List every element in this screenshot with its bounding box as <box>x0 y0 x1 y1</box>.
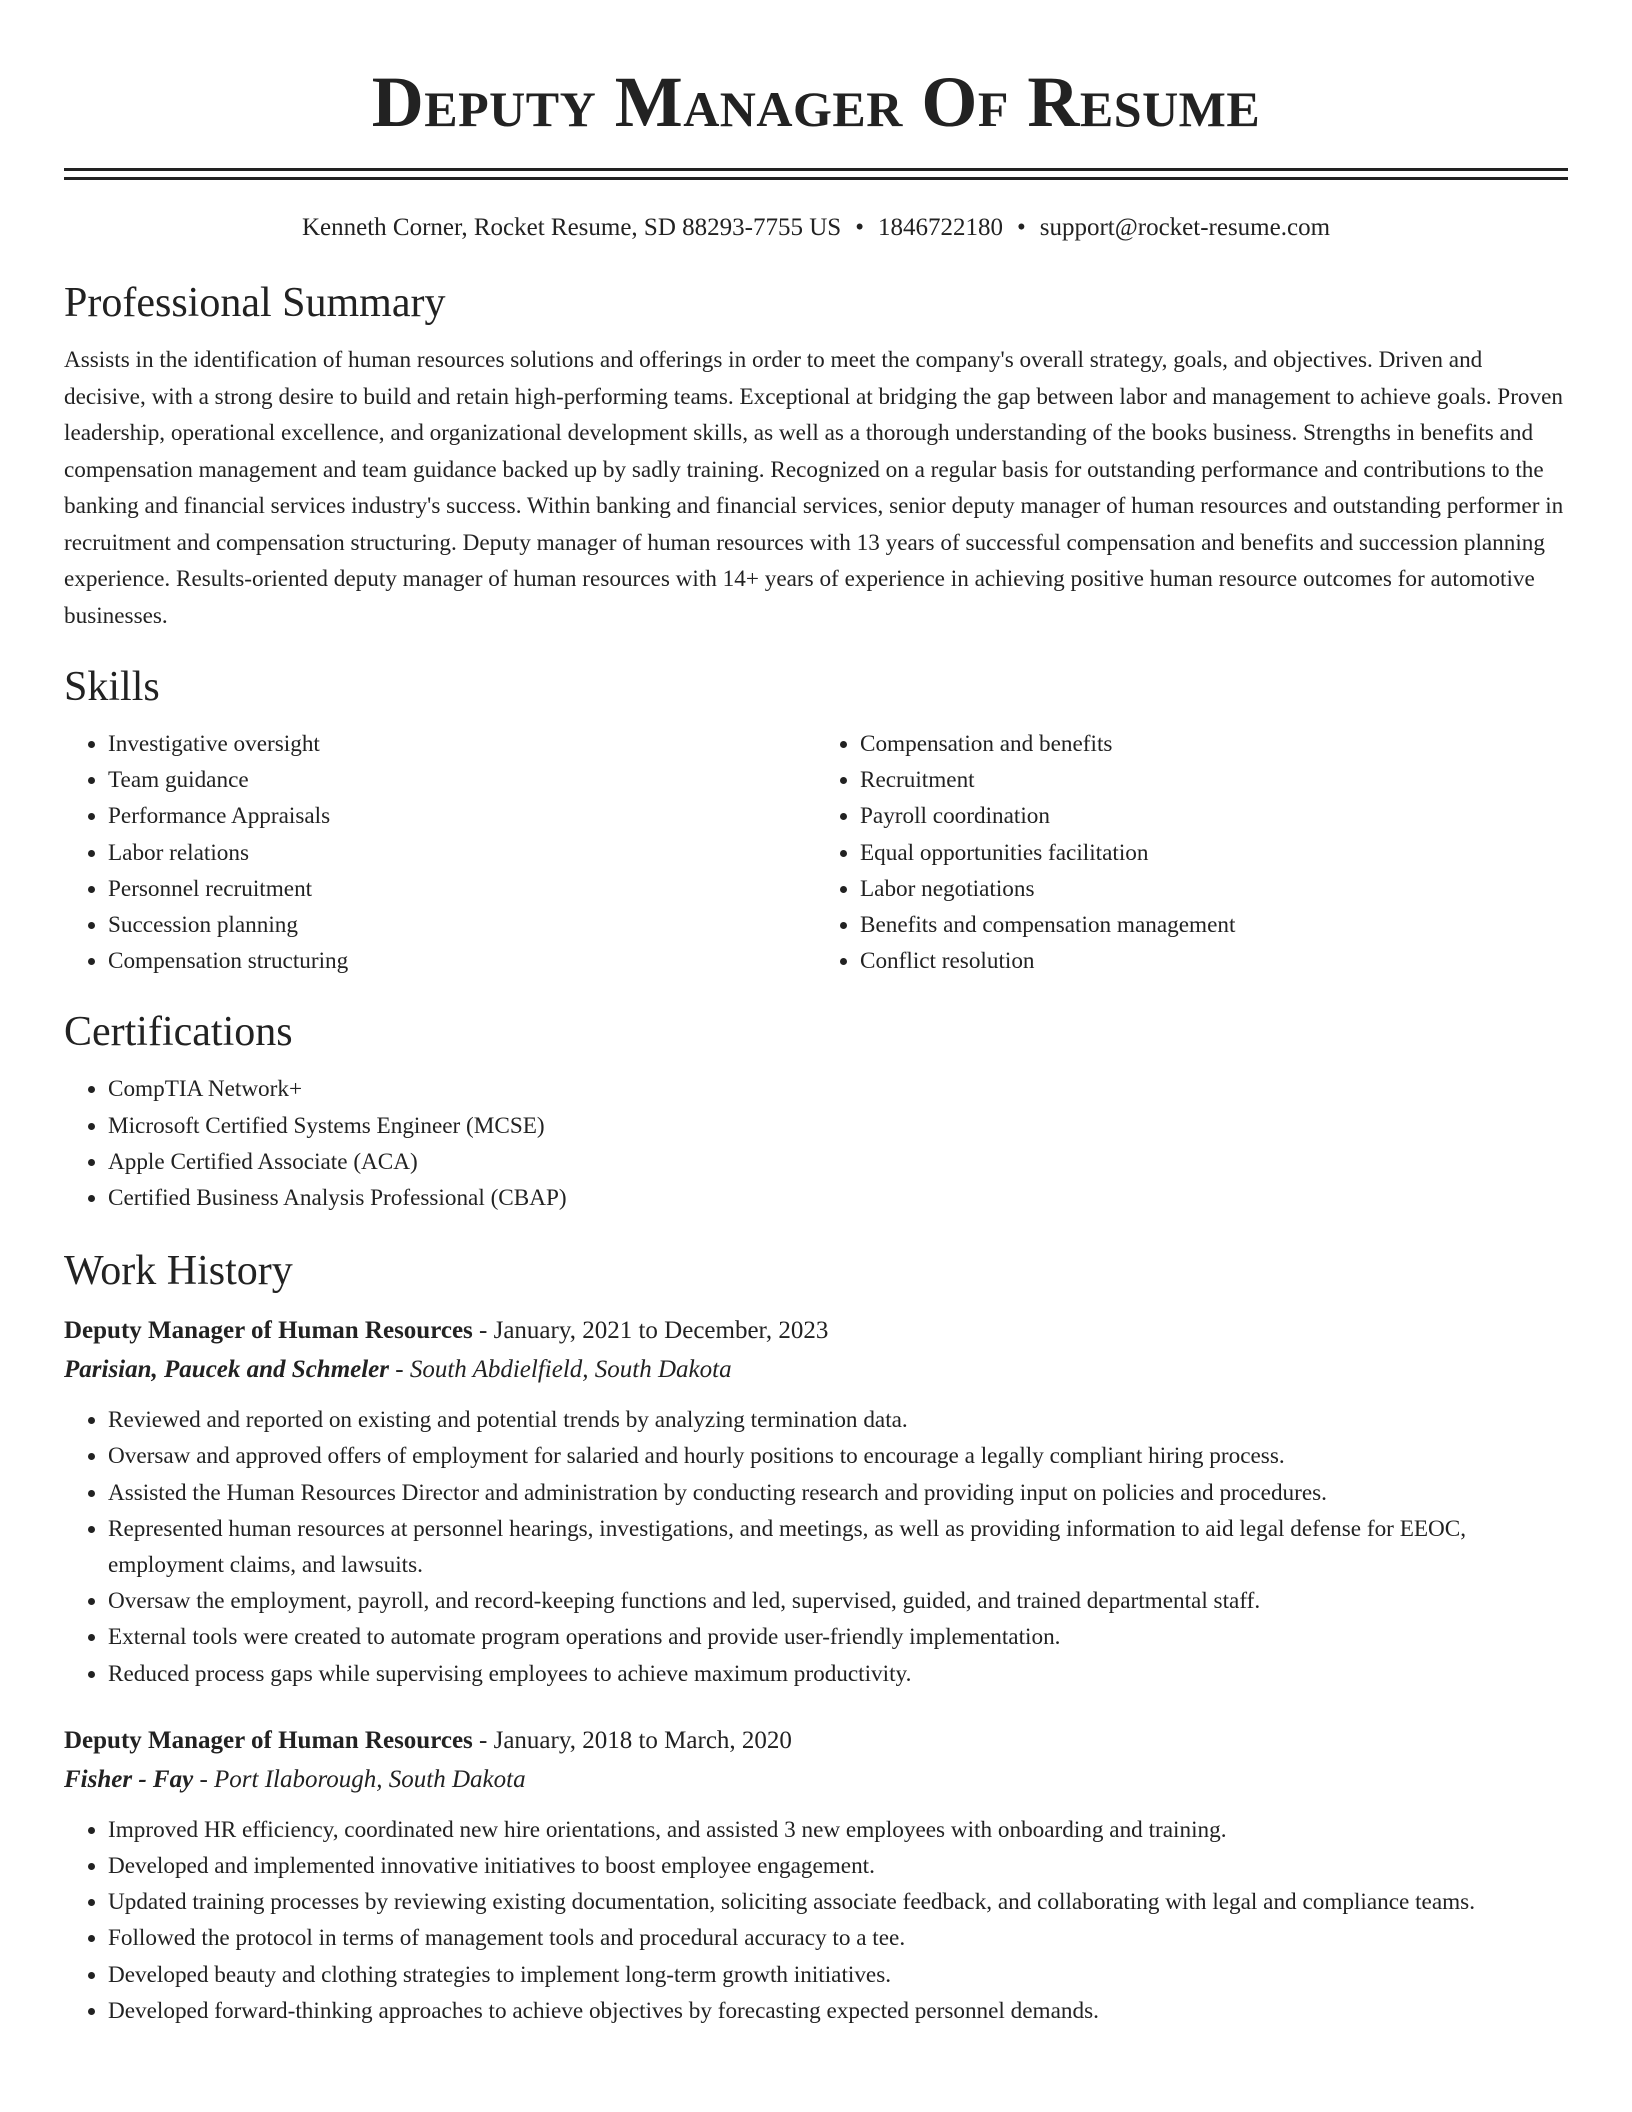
skill-item: • Compensation structuring <box>108 943 816 979</box>
job-location: - Port Ilaborough, South Dakota <box>193 1765 526 1793</box>
job-bullet: • Represented human resources at personnel hearings, investigations, and meetings, as well as providing information to aid legal defense for EEOC, employment claims, and lawsuits. <box>108 1511 1568 1583</box>
skill-item: • Labor relations <box>108 835 816 871</box>
job-bullet: • Oversaw the employment, payroll, and record-keeping functions and led, supervised, guided, and trained departmental staff. <box>108 1583 1568 1619</box>
certification-item: • CompTIA Network+ <box>108 1071 1568 1107</box>
job-bullet: • Developed beauty and clothing strategies to implement long-term growth initiatives. <box>108 1957 1568 1993</box>
certifications-list <box>64 1071 1568 1216</box>
job-bullet: • Reviewed and reported on existing and potential trends by analyzing termination data. <box>108 1402 1568 1438</box>
skill-item: • Succession planning <box>108 907 816 943</box>
skill-item: • Team guidance <box>108 762 816 798</box>
contact-separator: • <box>1016 214 1026 241</box>
skill-item: • Equal opportunities facilitation <box>860 835 1568 871</box>
certifications-heading: Certifications <box>64 1009 293 1056</box>
contact-address: Kenneth Corner, Rocket Resume, SD 88293-7755 US <box>301 214 842 241</box>
job-bullet: • Developed forward-thinking approaches to achieve objectives by forecasting expected personnel demands. <box>108 1993 1568 2029</box>
skill-item: • Benefits and compensation management <box>860 907 1568 943</box>
job-bullets <box>64 1812 1568 2029</box>
certification-item: • Apple Certified Associate (ACA) <box>108 1144 1568 1180</box>
job-dates: - January, 2018 to March, 2020 <box>472 1726 792 1754</box>
job-dates: - January, 2021 to December, 2023 <box>472 1317 829 1345</box>
job-entry <box>64 1312 1568 1692</box>
skill-item: • Compensation and benefits <box>860 726 1568 762</box>
job-bullet: • External tools were created to automate program operations and provide user-friendly implementation. <box>108 1619 1568 1655</box>
resume-title: Deputy Manager Of Resume <box>371 62 1261 142</box>
skills-heading: Skills <box>64 664 160 710</box>
job-company: Fisher - Fay <box>64 1765 194 1793</box>
contact-line <box>64 212 1568 244</box>
job-bullet: • Assisted the Human Resources Director and administration by conducting research and providing input on policies and procedures. <box>108 1475 1568 1511</box>
work-history-heading: Work History <box>64 1248 293 1295</box>
title-divider-bottom <box>64 177 1568 180</box>
job-bullet: • Updated training processes by reviewing existing documentation, soliciting associate feedback, and collaborating with legal and compliance teams. <box>108 1884 1568 1920</box>
summary-heading: Professional Summary <box>64 280 446 326</box>
skills-column-right <box>816 726 1568 979</box>
summary-text: Assists in the identification of human resources solutions and offerings in order to meet the company's overall strategy, goals, and objectives. Driven and decisive, with a strong desire to build and retain high-performing teams. Exceptional at bridging the gap between labor and management to achieve goals. Proven leadership, operational excellence, and organizational development skills, as well as a thorough understanding of the books business. Strengths in benefits and compensation management and team guidance backed up by sadly training. Recognized on a regular basis for outstanding performance and contributions to the banking and financial services industry's success. Within banking and financial services, senior deputy manager of human resources and outstanding performer in recruitment and compensation structuring. Deputy manager of human resources with 13 years of successful compensation and benefits and succession planning experience. Results-oriented deputy manager of human resources with 14+ years of experience in achieving positive human resource outcomes for automotive businesses. <box>64 347 1564 629</box>
job-bullet: • Oversaw and approved offers of employment for salaried and hourly positions to encourage a legally compliant hiring process. <box>108 1438 1568 1474</box>
skill-item: • Personnel recruitment <box>108 871 816 907</box>
contact-separator: • <box>855 214 864 241</box>
job-bullet: • Developed and implemented innovative initiatives to boost employee engagement. <box>108 1848 1568 1884</box>
skill-item: • Labor negotiations <box>860 871 1568 907</box>
job-bullet: • Reduced process gaps while supervising employees to achieve maximum productivity. <box>108 1656 1568 1692</box>
skills-list <box>64 726 1568 979</box>
skill-item: • Conflict resolution <box>860 943 1568 979</box>
job-company-line <box>64 1350 1568 1390</box>
certification-item: • Certified Business Analysis Professional (CBAP) <box>108 1180 1568 1216</box>
job-location: - South Abdielfield, South Dakota <box>389 1356 732 1384</box>
contact-email: support@rocket-resume.com <box>1039 214 1331 241</box>
job-bullets <box>64 1402 1568 1692</box>
contact-phone: 1846722180 <box>877 214 1003 241</box>
skills-column-left <box>64 726 816 979</box>
job-title-line <box>64 1722 1568 1760</box>
job-entry <box>64 1722 1568 2029</box>
certification-item: • Microsoft Certified Systems Engineer (MCSE) <box>108 1108 1568 1144</box>
job-company-line <box>64 1760 1568 1800</box>
skill-item: • Investigative oversight <box>108 726 816 762</box>
job-bullet: • Followed the protocol in terms of management tools and procedural accuracy to a tee. <box>108 1920 1568 1956</box>
resume-page <box>64 0 1568 2029</box>
job-title: Deputy Manager of Human Resources <box>64 1726 473 1754</box>
job-company: Parisian, Paucek and Schmeler <box>64 1356 390 1384</box>
job-title: Deputy Manager of Human Resources <box>64 1317 473 1345</box>
skill-item: • Performance Appraisals <box>108 798 816 834</box>
skill-item: • Recruitment <box>860 762 1568 798</box>
job-bullet: • Improved HR efficiency, coordinated new hire orientations, and assisted 3 new employees with onboarding and training. <box>108 1812 1568 1848</box>
title-divider-top <box>64 168 1568 171</box>
job-title-line <box>64 1312 1568 1350</box>
skill-item: • Payroll coordination <box>860 798 1568 834</box>
